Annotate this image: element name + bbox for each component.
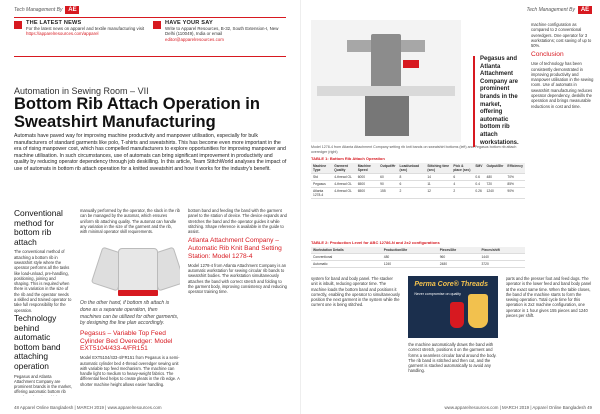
section-heading: Conventional method for bottom rib attach — [14, 208, 63, 247]
table-cell: 0.6 — [473, 174, 484, 181]
article-kicker: Automation in Sewing Room – VII — [14, 86, 149, 96]
table-cell: Automatic — [311, 261, 382, 268]
news-rule — [14, 56, 286, 57]
column-2 — [80, 208, 180, 396]
table-1 — [311, 163, 525, 199]
table-cell: 6500 — [356, 181, 378, 188]
table-cell: 8 — [398, 174, 426, 181]
table-cell: 6 — [451, 174, 473, 181]
table-cell: 960 — [438, 254, 480, 261]
have-your-say-box — [153, 20, 286, 54]
section-heading: Technology behind automatic bottom band attaching operation — [14, 312, 61, 371]
advertisement[interactable] — [408, 276, 497, 338]
article-intro: Automats have paved way for improving machine productivity and manpower utilisation, especially for bulk manufacturers of standard garments like polo, T-shirts and sweatshirts. This has become even more important in the era of rising manpower cost, which has compelled manufacturers to explore opportunities for improving manpower and machine utilisation. In such circumstances, use of automats can bring significant improvement in productivity and quality by reducing operator dependency through job deskilling. In this article, Team StitchWorld analyses the impact of use of automats in bottom rib attach operation for a knitted sweatshirt and how it works for the industry's benefit. — [14, 133, 287, 172]
section-text: Pegasus and Atlanta Attachment Company are prominent brands in the market, offering automatic bottom rib — [14, 373, 72, 395]
table-header-cell: Efficiency — [505, 163, 525, 174]
section-text: the machine automatically draws the band with correct stretch, positions it on the garment and forms a seamless circular band around the body. The rib band is stitched and then cut, and the garment is stacked automatically to avoid any handling. — [408, 342, 497, 374]
table-cell: 85% — [505, 181, 525, 188]
section-text: manually performed by the operator, the slack in the rib can be managed by the automat, which ensures uniform rib attaching quality. The automat can handle any variation in the size of the garment and the rib, with minimal operator skill requirements. — [80, 208, 180, 235]
machine-table — [317, 86, 455, 96]
section-text: parts and the presser foot and feed dogs. The operator is the lower feed and band body panel at the exact same time. When the table closes, the band of the machine starts to form the sewing operation. Total cycle time for this operation is 2x2 machine configuration, one operator in 1 hour gives 155 pieces and 1240 pieces per shift. — [505, 276, 592, 319]
table-cell: Pegasus — [311, 181, 332, 188]
table-header-cell: Pieces/8hr — [438, 247, 480, 254]
table-cell: 4 — [451, 181, 473, 188]
article-title: Bottom Rib Attach Operation in Sweatshirt Manufacturing — [14, 95, 260, 131]
table-header-cell: Pick & place (sec) — [451, 163, 473, 174]
table-header-row — [311, 163, 525, 174]
table-row — [311, 188, 525, 199]
table-header-cell: Workstation Details — [311, 247, 382, 254]
section-text: Use of technology has been consistently demonstrated in improving productivity and manpower utilisation in the sewing room. Use of automats in sweatshirt manufacturing reduces operator dependency, deskills the operation and brings measurable reductions in cost and time. — [531, 61, 594, 109]
machine-photo — [311, 20, 461, 142]
table-cell: 4-thread OL — [332, 181, 355, 188]
right-columns — [311, 276, 595, 392]
table-row — [311, 174, 525, 181]
table-header-cell: Machine Type — [311, 163, 332, 174]
table-cell: 1240 — [485, 188, 506, 199]
news-box — [14, 20, 286, 54]
table-cell: 480 — [382, 254, 438, 261]
latest-news-link[interactable]: https://apparelresources.com/apparel — [26, 31, 99, 37]
machine-head — [371, 34, 401, 88]
table-cell: 2480 — [438, 261, 480, 268]
table-cell: Conventional — [311, 254, 382, 261]
section-heading: Atlanta Attachment Company – Automatic Rib Knit Band Setting Station: Model 1278-4 — [188, 237, 282, 261]
table-cell: 2 — [451, 188, 473, 199]
thread-cone-icon — [468, 294, 488, 328]
table-cell: Std — [311, 174, 332, 181]
table-cell: 3720 — [479, 261, 525, 268]
table-cell: 1440 — [479, 254, 525, 261]
publisher-logo: AE — [65, 6, 79, 14]
table-header-cell: Stitching time (sec) — [425, 163, 451, 174]
table-header-cell: Machine Speed — [356, 163, 378, 174]
table-header-cell: Load/unload (sec) — [398, 163, 426, 174]
photo-caption: Model 1278-4 from Atlanta Attachment Company setting rib knit bands on sweatshirt bottoms (left) and Pegasus bottom rib attach overedger (right) — [311, 145, 517, 154]
table-cell: 70% — [505, 174, 525, 181]
right-column — [531, 22, 595, 212]
table-cell: 12 — [425, 188, 451, 199]
column-3 — [506, 276, 595, 392]
header-label: Tech Management By — [14, 7, 63, 13]
section-heading: Pegasus – Variable Top Feed Cylinder Bed Overedger: Model EXT5104/433-4/FR151 — [80, 329, 173, 353]
pull-quote: Pegasus and Atlanta Attachment Company are prominent brands in the market, offering automatic bottom rib attach workstations. — [473, 56, 525, 147]
table-cell: 90 — [378, 181, 397, 188]
table-header-cell: Output/Hr — [378, 163, 397, 174]
table-1-caption: TABLE 1: Bottom Rib Attach Operation — [311, 156, 385, 161]
mail-icon — [153, 21, 161, 29]
table-body — [311, 174, 525, 199]
column-2 — [408, 276, 497, 392]
publisher-logo: AE — [578, 6, 592, 14]
column-1 — [311, 276, 400, 392]
running-header-left — [14, 6, 79, 14]
section-text: Model EXT5104/433-4/FR151 from Pegasus is a semi-automatic cylinder bed 4-thread overedger sewing unit with variable top feed mechanism. The machine can handle light to medium to heavy-weight fabrics. The differential feed helps to create pleats in the rib edge. A shorter machine height allows easier handling. — [80, 355, 180, 387]
news-icon — [14, 21, 22, 29]
section-text: system for band and body panel. The stacker unit is inbuilt, reducing operator time. The machine loads the bottom band and positions it correctly, enabling the operator to simultaneously position the next garment in the system while the current one is being stitched. — [311, 276, 400, 308]
have-your-say-heading: HAVE YOUR SAY — [165, 20, 213, 26]
table-row — [311, 181, 525, 188]
top-rule — [14, 17, 286, 18]
running-header-right — [527, 6, 592, 14]
table-cell: 6000 — [356, 174, 378, 181]
table-cell: 0.4 — [473, 181, 484, 188]
table-2-caption: TABLE 2: Production Level for ABC 12786-N and 2x2 configurations — [311, 240, 440, 245]
table-header-cell: Garment Quality — [332, 163, 355, 174]
section-text: bottom band and feeding the band with the garment panel to the station of device. The device expands and stretches the band and the operator guides it while stitching. Shape reference is available in the guide to assist. — [188, 208, 287, 235]
machine-badge — [403, 60, 419, 68]
table-cell: 4-thread OL — [332, 188, 355, 199]
bottom-rib — [118, 290, 158, 296]
section-text: The conventional method of attaching a bottom rib in sweatshirt style where the operator performs all the tasks like load-unload, pre-handling, positioning, joining and shaping. This is required when there is variation in the size of the rib and the operator needs a skilled and trained operator to take full responsibility for the operation. — [14, 249, 72, 313]
table-body — [311, 254, 525, 268]
table-2 — [311, 247, 525, 268]
table-cell: 60 — [378, 174, 397, 181]
pull-quote: On the other hand, if bottom rib attach is done as a separate operation, then machines can be utilized for other garments, by designing the line plan accordingly. — [80, 300, 179, 327]
conclusion-heading: Conclusion — [531, 51, 564, 59]
thread-cone-icon — [450, 302, 464, 328]
latest-news-box — [14, 20, 147, 54]
editor-email-link[interactable]: editor@apparelresources.com — [165, 36, 224, 42]
header-label: Tech Management By — [526, 7, 575, 13]
table-cell: 11 — [425, 181, 451, 188]
table-cell: 2 — [398, 188, 426, 199]
table-cell: 6 — [398, 181, 426, 188]
table-row — [311, 261, 525, 268]
table-row — [311, 254, 525, 261]
table-cell: 720 — [485, 181, 506, 188]
table-cell: 1240 — [382, 261, 438, 268]
table-cell: 6500 — [356, 188, 378, 199]
footer-left: 48 Apparel Online Bangladesh | MARCH 2019 | www.apparelresources.com — [14, 405, 162, 410]
column-3 — [188, 208, 288, 396]
sweatshirt-illustration — [90, 238, 180, 296]
column-1 — [14, 208, 72, 396]
footer-right: www.apparelresources.com | MARCH 2019 | Apparel Online Bangladesh 49 — [444, 405, 592, 410]
ad-title: Perma Core® Threads — [414, 281, 488, 288]
machine-stand — [365, 96, 409, 136]
table-cell: 480 — [485, 174, 506, 181]
section-text: machine configuration as compared to 2 conventional overedgers. One operator for 3 workstations; cost saving of up to 50%. — [531, 22, 592, 49]
article-columns — [14, 208, 288, 396]
latest-news-heading: THE LATEST NEWS — [26, 20, 82, 26]
table-cell: 155 — [378, 188, 397, 199]
right-page — [300, 0, 600, 414]
table-cell: 4-thread OL — [332, 174, 355, 181]
table-cell: 0.26 — [473, 188, 484, 199]
have-your-say-text: Write to Apparel Resources, B-32, South Extension-I, New Delhi (110049), India or email — [165, 26, 279, 37]
latest-news-text: For the latest news on apparel and textile manufacturing visit — [26, 26, 145, 31]
table-cell: Atlanta 1278-4 — [311, 188, 332, 199]
table-header-cell: Production/8hr — [382, 247, 438, 254]
table-header-cell: Output/8hr — [485, 163, 506, 174]
table-header-cell: Pieces/shift — [479, 247, 525, 254]
table-cell: 90% — [505, 188, 525, 199]
ad-subtitle: Never compromise on quality — [414, 292, 461, 296]
table-header-cell: SMV — [473, 163, 484, 174]
section-text: Model 1278-4 from Atlanta Attachment Company is an automatic workstation for sewing circular rib bands to sweatshirt bodies. The workstation simultaneously attaches the band with correct stretch and folding to the garment body, improving consistency and reducing operator training time. — [188, 262, 287, 295]
sweatshirt-body — [118, 248, 158, 296]
table-cell: 14 — [425, 174, 451, 181]
